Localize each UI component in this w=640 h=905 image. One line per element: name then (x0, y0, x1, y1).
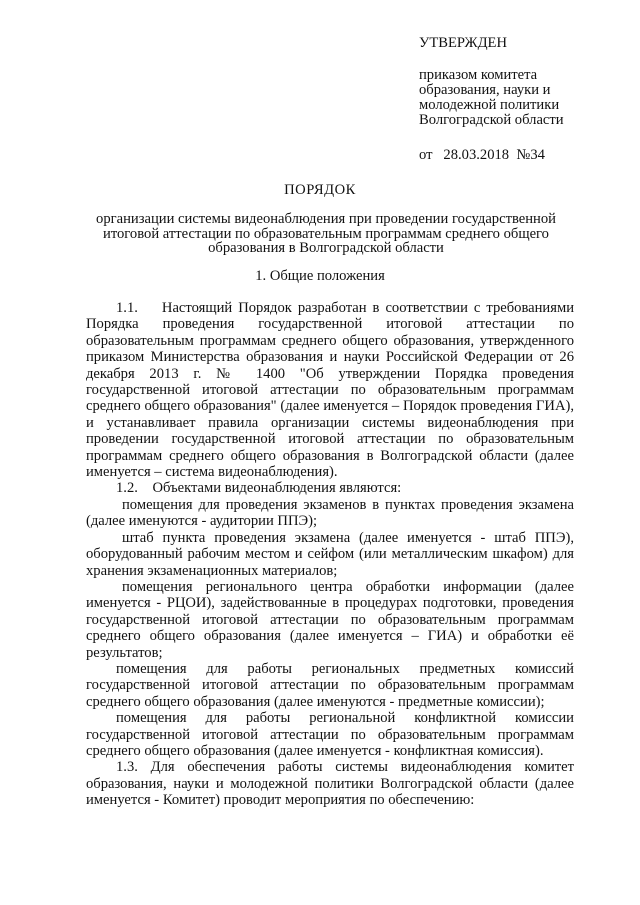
paragraph-1-2: 1.2. Объектами видеонаблюдения являются: (116, 480, 402, 497)
document-body (86, 300, 574, 809)
section-heading: 1. Общие положения (255, 268, 385, 284)
list-item-conflict-commission: помещения для работы региональной конфликтной комиссии государственной итоговой аттестации по образовательным программам среднего общего образования (далее именуется - конфликтная комиссия). (86, 710, 574, 759)
list-item-subject-commissions: помещения для работы региональных предметных комиссий государственной итоговой аттестации по образовательным программам среднего общего образования (далее именуются - предметные комиссии); (86, 660, 574, 710)
document-title: ПОРЯДОК (284, 182, 356, 198)
approval-order-text: приказом комитета образования, науки и молодежной политики Волгоградской области (419, 67, 564, 128)
approval-date: от 28.03.2018 №34 (419, 147, 545, 163)
paragraph-1-1: 1.1. Настоящий Порядок разработан в соответствии с требованиями Порядка проведения государственной итоговой аттестации по образовательным программам среднего общего образования, утвержденного приказом Министерства образования и науки Российской Федерации от 26 декабря 2013 г. № 1400 "Об утверждении Порядка проведения государственной итоговой аттестации по образовательным программам среднего общего образования" (далее именуется – Порядок проведения ГИА), и устанавливает правила организации системы видеонаблюдения при проведении государственной итоговой аттестации по образовательным программам среднего общего образования в Волгоградской области (далее именуется – система видеонаблюдения). (86, 300, 574, 481)
approval-heading: УТВЕРЖДЕН (419, 35, 507, 51)
list-item-exam-hq: штаб пункта проведения экзамена (далее именуется - штаб ППЭ), оборудованный рабочим местом и сейфом (или металлическим шкафом) для хранения экзаменационных материалов; (86, 529, 574, 579)
document-subtitle: организации системы видеонаблюдения при проведении государственной итоговой аттестации по образовательным программам среднего общего образования в Волгоградской области (96, 211, 556, 257)
list-item-rcoi: помещения регионального центра обработки информации (далее именуется - РЦОИ), задействованные в процедурах подготовки, проведения государственной итоговой аттестации по образовательным программам среднего общего образования (далее именуется – ГИА) и обработки её результатов; (86, 578, 574, 661)
approval-block (419, 36, 619, 163)
paragraph-1-3: 1.3. Для обеспечения работы системы видеонаблюдения комитет образования, науки и молодежной политики Волгоградской области (далее именуется - Комитет) проводит мероприятия по обеспечению: (86, 759, 574, 809)
list-item-exam-rooms: помещения для проведения экзаменов в пунктах проведения экзамена (далее именуются - аудитории ППЭ); (86, 496, 574, 530)
